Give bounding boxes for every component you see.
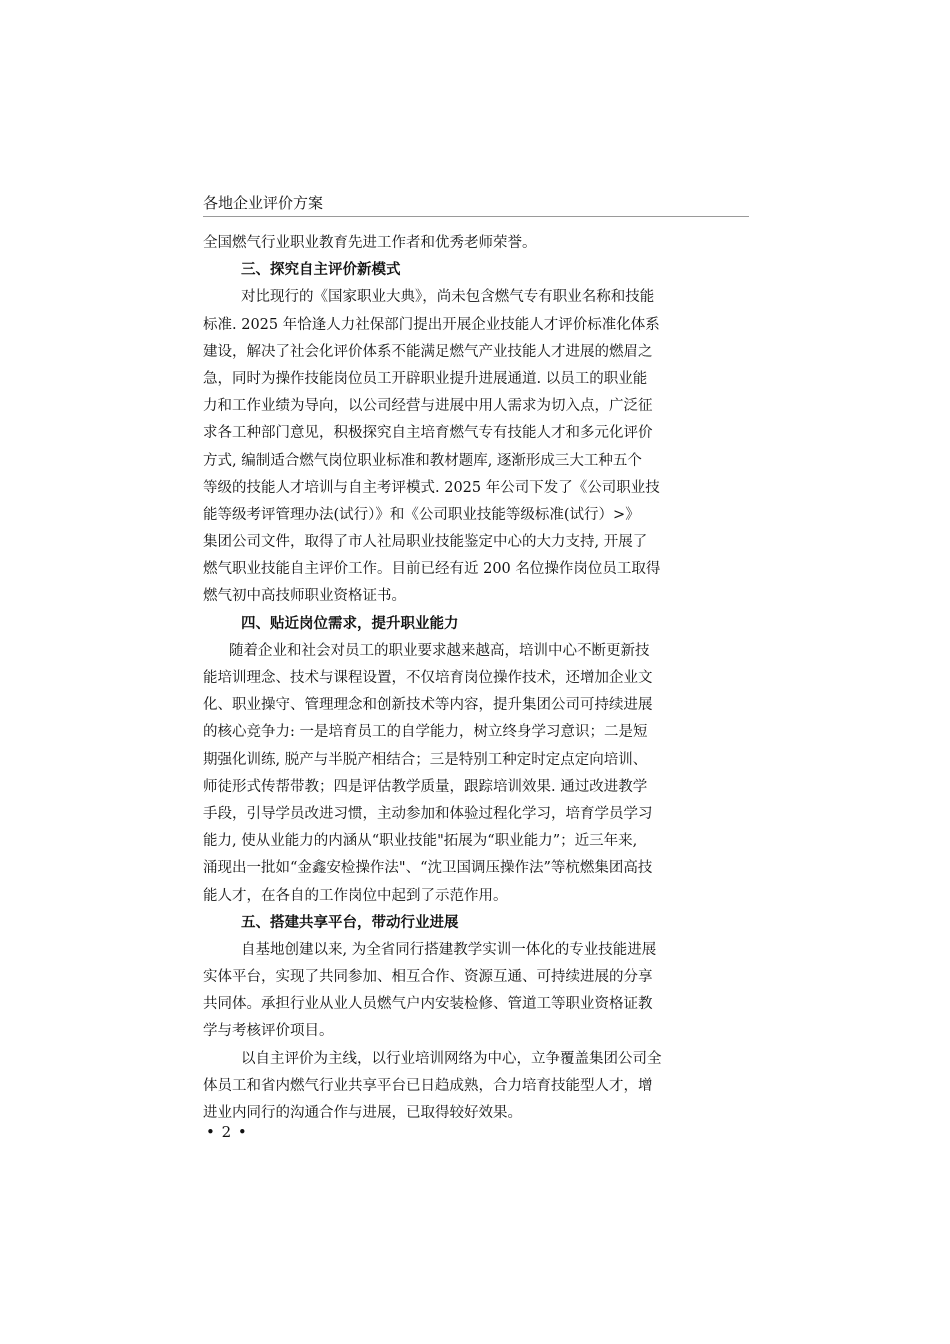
paragraph-line: 等级的技能人才培训与自主考评模式. 2025 年公司下发了《公司职业技: [203, 479, 660, 496]
paragraph-line: 手段，引导学员改进习惯，主动参加和体验过程化学习，培育学员学习: [203, 805, 653, 822]
paragraph-line: 燃气初中高技师职业资格证书。: [203, 588, 406, 605]
paragraph-line: 集团公司文件，取得了市人社局职业技能鉴定中心的大力支持, 开展了: [203, 534, 648, 551]
paragraph-line: 期强化训练, 脱产与半脱产相结合；三是特别工种定时定点定向培训、: [203, 751, 648, 768]
paragraph-line: 化、职业操守、管理理念和创新技术等内容，提升集团公司可持续进展: [203, 697, 653, 714]
section-heading-4: 四、贴近岗位需求，提升职业能力: [241, 615, 459, 632]
paragraph-line: 随着企业和社会对员工的职业要求越来越高，培训中心不断更新技: [229, 642, 650, 659]
section-heading-3: 三、探究自主评价新模式: [241, 262, 401, 279]
paragraph-line: 能培训理念、技术与课程设置，不仅培育岗位操作技术，还增加企业文: [203, 670, 653, 686]
paragraph-line: 共同体。承担行业从业人员燃气户内安装检修、管道工等职业资格证教: [203, 996, 653, 1013]
paragraph-line: 建设，解决了社会化评价体系不能满足燃气产业技能人才进展的燃眉之: [203, 343, 653, 360]
paragraph-line: 方式, 编制适合燃气岗位职业标准和教材题库, 逐渐形成三大工种五个: [203, 452, 642, 469]
paragraph-line: 能等级考评管理办法(试行）》和《公司职业技能等级标准(试行）>》: [203, 506, 640, 523]
paragraph-line: 学与考核评价项目。: [203, 1023, 334, 1040]
paragraph-line: 燃气职业技能自主评价工作。目前已经有近 200 名位操作岗位员工取得: [203, 561, 661, 578]
paragraph-line: 实体平台，实现了共同参加、相互合作、资源互通、可持续进展的分享: [203, 969, 653, 986]
paragraph-line: 体员工和省内燃气行业共享平台已日趋成熟，合力培育技能型人才，增: [203, 1077, 653, 1094]
paragraph-line: 师徒形式传帮带教；四是评估教学质量，跟踪培训效果. 通过改进教学: [203, 778, 648, 795]
paragraph-line: 能人才，在各自的工作岗位中起到了示范作用。: [203, 887, 508, 904]
paragraph-line: 力和工作业绩为导向，以公司经营与进展中用人需求为切入点，广泛征: [203, 398, 653, 415]
paragraph-line: 急，同时为操作技能岗位员工开辟职业提升进展通道. 以员工的职业能: [203, 370, 648, 387]
paragraph-line: 进业内同行的沟通合作与进展，已取得较好效果。: [203, 1105, 522, 1121]
paragraph-line: 标准. 2025 年恰逢人力社保部门提出开展企业技能人才评价标准化体系: [203, 316, 660, 333]
paragraph-line: 能力, 使从业能力的内涵从“职业技能"拓展为“职业能力”；近三年来,: [203, 833, 638, 850]
paragraph-line: 自基地创建以来, 为全省同行搭建教学实训一体化的专业技能进展: [241, 941, 657, 958]
paragraph-line: 涌现出一批如“金鑫安检操作法"、“沈卫国调压操作法”等杭燃集团高技: [203, 860, 653, 877]
paragraph-line: 对比现行的《国家职业大典》，尚未包含燃气专有职业名称和技能: [241, 289, 655, 306]
section-heading-5: 五、搭建共享平台，带动行业进展: [241, 914, 459, 931]
body-text: [203, 230, 733, 1127]
paragraph-line: 求各工种部门意见，积极探究自主培育燃气专有技能人才和多元化评价: [203, 425, 653, 442]
paragraph-line: 全国燃气行业职业教育先进工作者和优秀老师荣誉。: [203, 235, 537, 251]
page-number: • 2 •: [206, 1123, 248, 1141]
paragraph-line: 以自主评价为主线，以行业培训网络为中心，立争覆盖集团公司全: [241, 1050, 662, 1067]
running-header: 各地企业评价方案: [203, 192, 749, 217]
paragraph-line: 的核心竞争力: 一是培育员工的自学能力，树立终身学习意识；二是短: [203, 724, 648, 741]
